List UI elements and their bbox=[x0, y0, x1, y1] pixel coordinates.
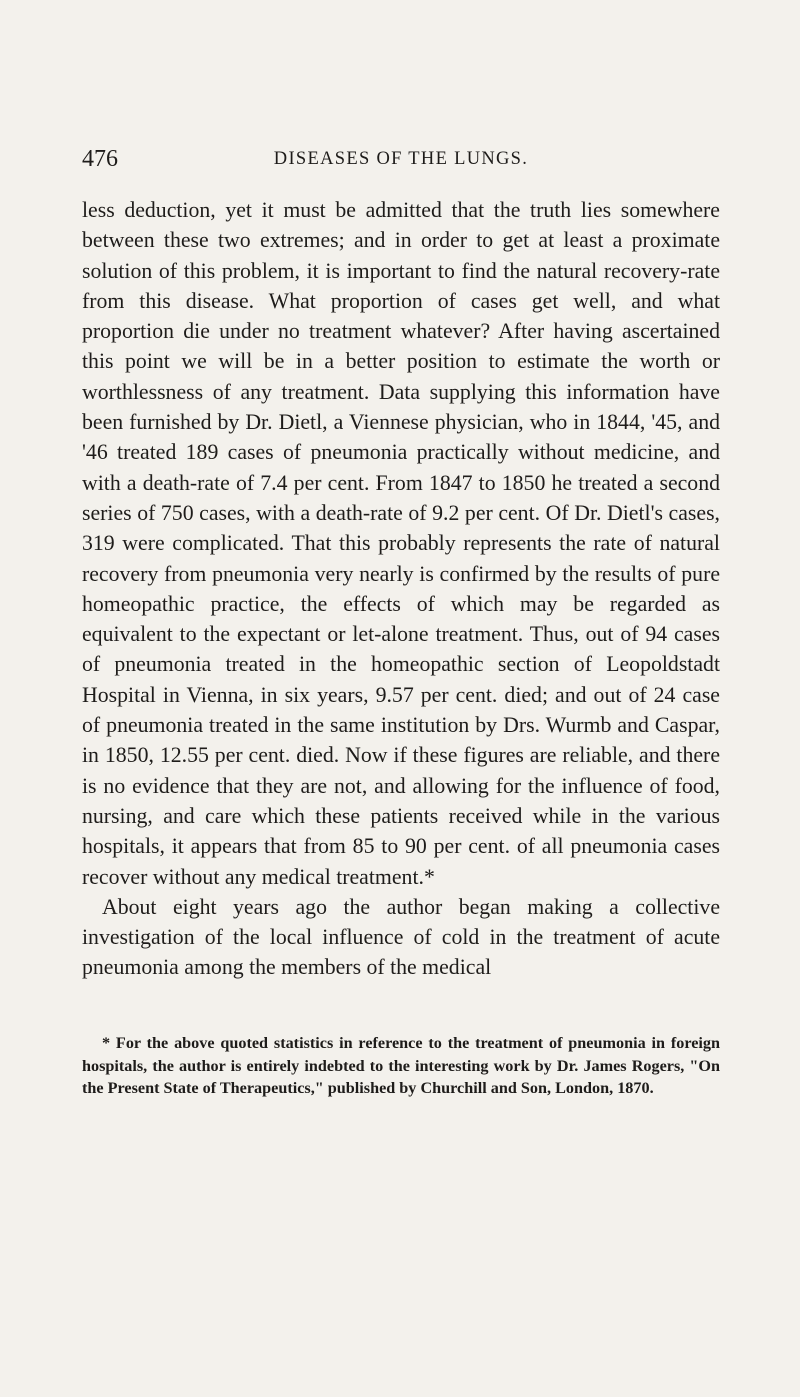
page-header bbox=[82, 146, 720, 176]
footnote bbox=[82, 1032, 720, 1100]
running-title: DISEASES OF THE LUNGS. bbox=[273, 149, 529, 169]
page-number: 476 bbox=[82, 146, 118, 172]
paragraph: less deduction, yet it must be admitted that the truth lies somewhere between these two extremes; and in order to get at least a proximate solution of this problem, it is important to find the natural recovery-rate from this disease. What proportion of cases get well, and what proportion die under no treatment whatever? After having ascertained this point we will be in a better position to estimate the worth or worthlessness of any treatment. Data supplying this information have been furnished by Dr. Dietl, a Viennese physician, who in 1844, '45, and '46 treated 189 cases of pneumonia practically without medicine, and with a death-rate of 7.4 per cent. From 1847 to 1850 he treated a second series of 750 cases, with a death-rate of 9.2 per cent. Of Dr. Dietl's cases, 319 were complicated. That this probably represents the rate of natural recovery from pneumonia very nearly is confirmed by the results of pure homeopathic practice, the effects of which may be regarded as equivalent to the expectant or let-alone treatment. Thus, out of 94 cases of pneumonia treated in the homeopathic section of Leopoldstadt Hospital in Vienna, in six years, 9.57 per cent. died; and out of 24 case of pneumonia treated in the same institution by Drs. Wurmb and Caspar, in 1850, 12.55 per cent. died. Now if these figures are reliable, and there is no evidence that they are not, and allowing for the influence of food, nursing, and care which these patients received while in the various hospitals, it appears that from 85 to 90 per cent. of all pneumonia cases recover without any medical treatment.* bbox=[82, 198, 720, 889]
footnote-text: * For the above quoted statistics in reference to the treatment of pneumonia in foreign hospitals, the author is entirely indebted to the interesting work by Dr. James Rogers, "On the Present State of Therapeutics," published by Churchill and Son, London, 1870. bbox=[82, 1034, 720, 1097]
paragraph: About eight years ago the author began making a collective investigation of the local influence of cold in the treatment of acute pneumonia among the members of the medical bbox=[82, 894, 720, 980]
body-text bbox=[82, 195, 720, 983]
